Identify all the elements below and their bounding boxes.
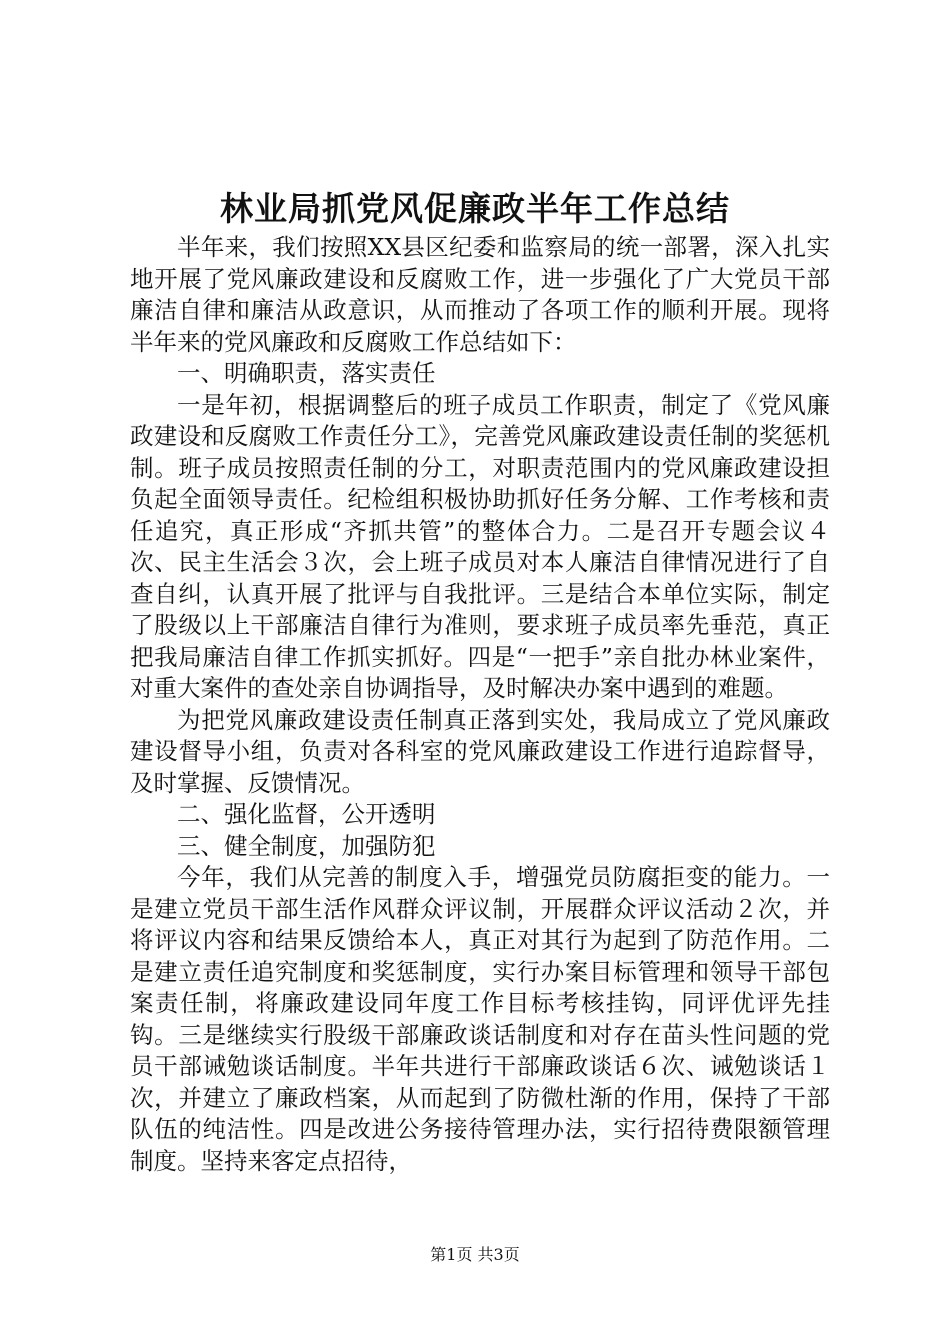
section-3-heading: 三、健全制度，加强防犯	[177, 831, 436, 860]
section-1-paragraph-2: 为把党风廉政建设责任制真正落到实处，我局成立了党风廉政建设督导小组，负责对各科室的党风廉政建设工作进行追踪督导，及时掌握、反馈情况。	[130, 705, 830, 797]
intro-paragraph: 半年来，我们按照XX县区纪委和监察局的统一部署，深入扎实地开展了党风廉政建设和反腐败工作，进一步强化了广大党员干部廉洁自律和廉洁从政意识，从而推动了各项工作的顺利开展。现将半年来的党风廉政和反腐败工作总结如下：	[130, 233, 830, 356]
section-1-paragraph-1: 一是年初，根据调整后的班子成员工作职责，制定了《党风廉政建设和反腐败工作责任分工》，完善党风廉政建设责任制的奖惩机制。班子成员按照责任制的分工，对职责范围内的党风廉政建设担负起全面领导责任。纪检组积极协助抓好任务分解、工作考核和责任追究，真正形成“齐抓共管”的整体合力。二是召开专题会议４次、民主生活会３次，会上班子成员对本人廉洁自律情况进行了自查自纠，认真开展了批评与自我批评。三是结合本单位实际，制定了股级以上干部廉洁自律行为准则，要求班子成员率先垂范，真正把我局廉洁自律工作抓实抓好。四是“一把手”亲自批办林业案件，对重大案件的查处亲自协调指导，及时解决办案中遇到的难题。	[130, 390, 830, 702]
section-1-heading: 一、明确职责，落实责任	[177, 359, 436, 387]
document-body	[130, 232, 830, 1177]
section-3-paragraph-1: 今年，我们从完善的制度入手，增强党员防腐拒变的能力。一是建立党员干部生活作风群众评议制，开展群众评议活动２次，并将评议内容和结果反馈给本人，真正对其行为起到了防范作用。二是建立责任追究制度和奖惩制度，实行办案目标管理和领导干部包案责任制，将廉政建设同年度工作目标考核挂钩，同评优评先挂钩。三是继续实行股级干部廉政谈话制度和对存在苗头性问题的党员干部诫勉谈话制度。半年共进行干部廉政谈话６次、诫勉谈话１次，并建立了廉政档案，从而起到了防微杜渐的作用，保持了干部队伍的纯洁性。四是改进公务接待管理办法，实行招待费限额管理制度。坚持来客定点招待，	[130, 863, 830, 1175]
page-footer: 第1页 共3页	[430, 1245, 520, 1264]
section-2-heading: 二、强化监督，公开透明	[177, 800, 436, 828]
document-title: 林业局抓党风促廉政半年工作总结	[220, 189, 730, 228]
